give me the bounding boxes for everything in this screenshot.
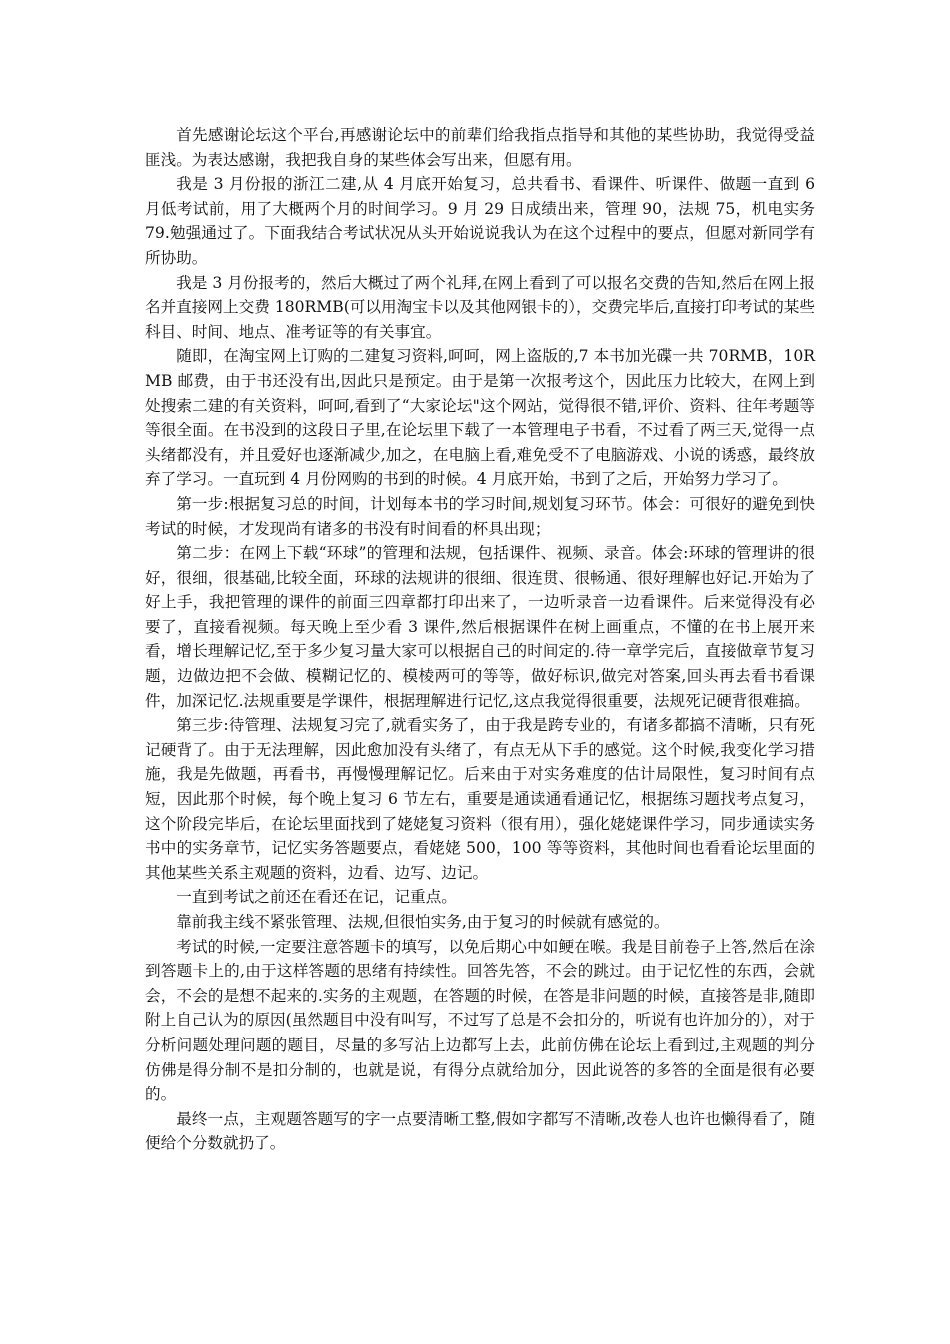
paragraph: 第三步:待管理、法规复习完了,就看实务了，由于我是跨专业的，有诸多都搞不清晰，只有死记硬背了。由于无法理解，因此愈加没有头绪了，有点无从下手的感觉。这个时候,我变化学习措施，我是先做题，再看书，再慢慢理解记忆。后来由于对实务难度的估计局限性，复习时间有点短，因此那个时候，每个晚上复习 6 节左右，重要是通读通看通记忆，根据练习题找考点复习，这个阶段完毕后，在论坛里面找到了姥姥复习资料（很有用），强化姥姥课件学习，同步通读实务书中的实务章节，记忆实务答题要点，看姥姥 500，100 等等资料，其他时间也看看论坛里面的其他某些关系主观题的资料，边看、边写、边记。 [145,716,815,882]
paragraph: 首先感谢论坛这个平台,再感谢论坛中的前辈们给我指点指导和其他的某些协助，我觉得受益匪浅。为表达感谢，我把我自身的某些体会写出来，但愿有用。 [145,126,815,169]
document-body [145,123,815,1156]
paragraph: 最终一点，主观题答题写的字一点要清晰工整,假如字都写不清晰,改卷人也许也懒得看了，随便给个分数就扔了。 [145,1109,815,1153]
paragraph: 我是 3 月份报的浙江二建,从 4 月底开始复习，总共看书、看课件、听课件、做题一直到 6 月低考试前，用了大概两个月的时间学习。9 月 29 日成绩出来，管理 90，法规 75，机电实务 79.勉强通过了。下面我结合考试状况从头开始说说我认为在这个过程中的要点，但愿对新同学有所协助。 [145,175,815,267]
paragraph: 一直到考试之前还在看还在记，记重点。 [176,888,457,907]
paragraph: 我是 3 月份报考的，然后大概过了两个礼拜,在网上看到了可以报名交费的告知,然后在网上报名并直接网上交费 180RMB(可以用淘宝卡以及其他网银卡的），交费完毕后,直接打印考试的某些科目、时间、地点、准考证等的有关事宜。 [145,273,815,341]
paragraph: 第一步:根据复习总的时间，计划每本书的学习时间,规划复习环节。体会：可很好的避免到快考试的时候，才发现尚有诸多的书没有时间看的杯具出现； [145,494,815,538]
paragraph: 第二步：在网上下载“环球”的管理和法规，包括课件、视频、录音。体会:环球的管理讲的很好，很细，很基础,比较全面，环球的法规讲的很细、很连贯、很畅通、很好理解也好记.开始为了好上手，我把管理的课件的前面三四章都打印出来了，一边听录音一边看课件。后来觉得没有必要了，直接看视频。每天晚上至少看 3 课件,然后根据课件在树上画重点，不懂的在书上展开来看，增长理解记忆,至于多少复习量大家可以根据自己的时间定的.待一章学完后，直接做章节复习题，边做边把不会做、模糊记忆的、模棱两可的等等，做好标识,做完对答案,回头再去看书看课件，加深记忆.法规重要是学课件，根据理解进行记忆,这点我觉得很重要，法规死记硬背很难搞。 [145,544,815,710]
paragraph: 考试的时候,一定要注意答题卡的填写，以免后期心中如鲠在喉。我是目前卷子上答,然后在涂到答题卡上的,由于这样答题的思绪有持续性。回答先答，不会的跳过。由于记忆性的东西，会就会，不会的是想不起来的.实务的主观题，在答题的时候，在答是非问题的时候，直接答是非,随即附上自己认为的原因(虽然题目中没有叫写，不过写了总是不会扣分的，听说有也许加分的），对于分析问题处理问题的题目，尽量的多写沾上边都写上去，此前仿佛在论坛上看到过,主观题的判分仿佛是得分制不是扣分制的，也就是说，有得分点就给加分，因此说答的多答的全面是很有必要的。 [145,937,815,1104]
paragraph: 靠前我主线不紧张管理、法规,但很怕实务,由于复习的时候就有感觉的。 [176,913,670,931]
paragraph: 随即，在淘宝网上订购的二建复习资料,呵呵，网上盗版的,7 本书加光碟一共 70RMB，10RMB 邮费，由于书还没有出,因此只是预定。由于是第一次报考这个，因此压力比较大，在网上到处搜索二建的有关资料，呵呵,看到了“大家论坛"这个网站，觉得很不错,评价、资料、往年考题等等很全面。在书没到的这段日子里,在论坛里下载了一本管理电子书看，不过看了两三天,觉得一点头绪都没有，并且爱好也逐渐减少,加之，在电脑上看,难免受不了电脑游戏、小说的诱惑，最终放弃了学习。一直玩到 4 月份网购的书到的时候。4 月底开始，书到了之后，开始努力学习了。 [145,347,815,489]
